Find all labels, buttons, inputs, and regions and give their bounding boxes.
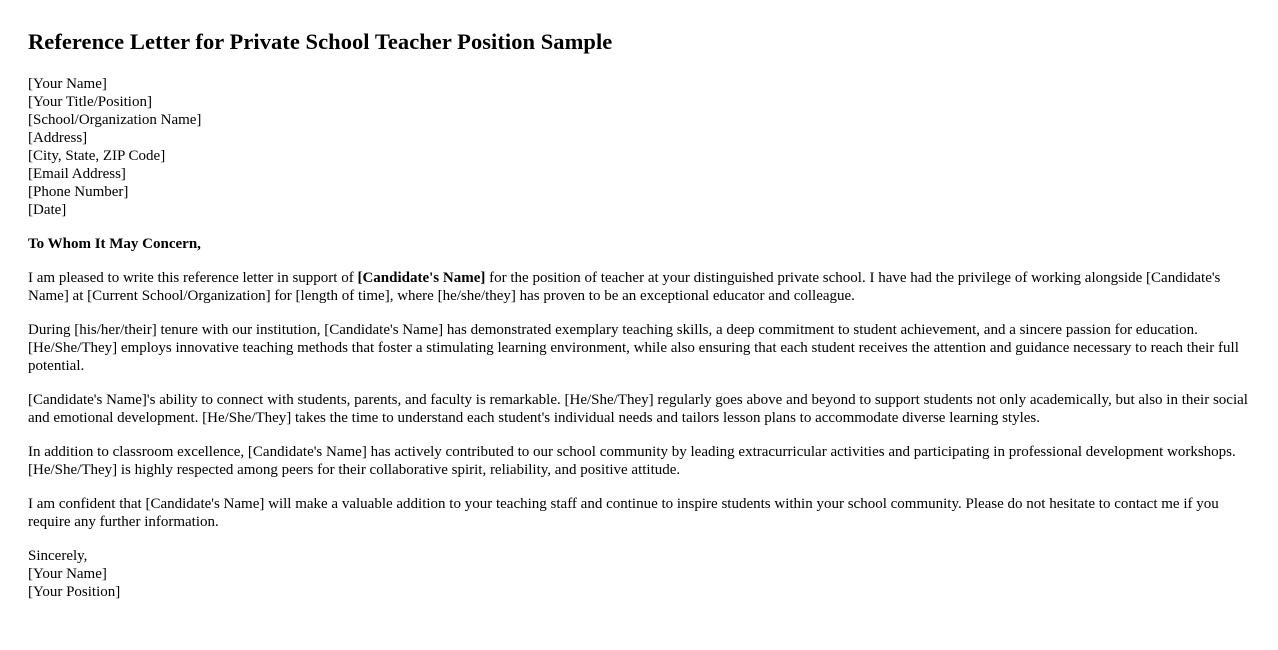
paragraph-introduction-lead: I am pleased to write this reference letter in support of [28,270,358,286]
paragraph-conclusion: I am confident that [Candidate's Name] will make a valuable addition to your teaching staff and continue to inspire students within your school community. Please do not hesitate to contact me if you require any further information. [28,496,1219,530]
signer-position: [Your Position] [28,584,121,600]
salutation: To Whom It May Concern, [28,236,201,252]
sender-address: [Address] [28,130,88,146]
signer-name: [Your Name] [28,566,107,582]
letter-date: [Date] [28,202,67,218]
paragraph-teaching-skills: During [his/her/their] tenure with our institution, [Candidate's Name] has demonstrated exemplary teaching skills, a deep commitment to student achievement, and a sincere passion for education. [He/She/They] employs innovative teaching methods that foster a stimulating learning environment, while also ensuring that each student receives the attention and guidance necessary to reach their full potential. [28,322,1239,374]
sender-email: [Email Address] [28,166,126,182]
sender-name: [Your Name] [28,76,107,92]
paragraph-introduction-rest: for the position of teacher at your distinguished private school. I have had the privilege of working alongside [Candidate's Name] at [Current School/Organization] for [length of time], where [he/she/they] has proven to be an exceptional educator and colleague. [28,270,1221,304]
sender-title: [Your Title/Position] [28,94,152,110]
sender-city-state-zip: [City, State, ZIP Code] [28,148,166,164]
paragraph-connection: [Candidate's Name]'s ability to connect with students, parents, and faculty is remarkable. [He/She/They] regularly goes above and beyond to support students not only academically, but also in their social and emotional development. [He/She/They] takes the time to understand each student's individual needs and tailors lesson plans to accommodate diverse learning styles. [28,392,1248,426]
closing-block [28,547,1250,601]
paragraph-community: In addition to classroom excellence, [Candidate's Name] has actively contributed to our school community by leading extracurricular activities and participating in professional development workshops. [He/She/They] is highly respected among peers for their collaborative spirit, reliability, and positive attitude. [28,444,1236,478]
sender-address-block [28,75,1250,219]
valediction: Sincerely, [28,548,88,564]
sender-organization: [School/Organization Name] [28,112,202,128]
page-title: Reference Letter for Private School Teacher Position Sample [28,29,613,54]
candidate-name-bold: [Candidate's Name] [357,270,486,286]
paragraph-introduction [28,269,1250,305]
sender-phone: [Phone Number] [28,184,129,200]
